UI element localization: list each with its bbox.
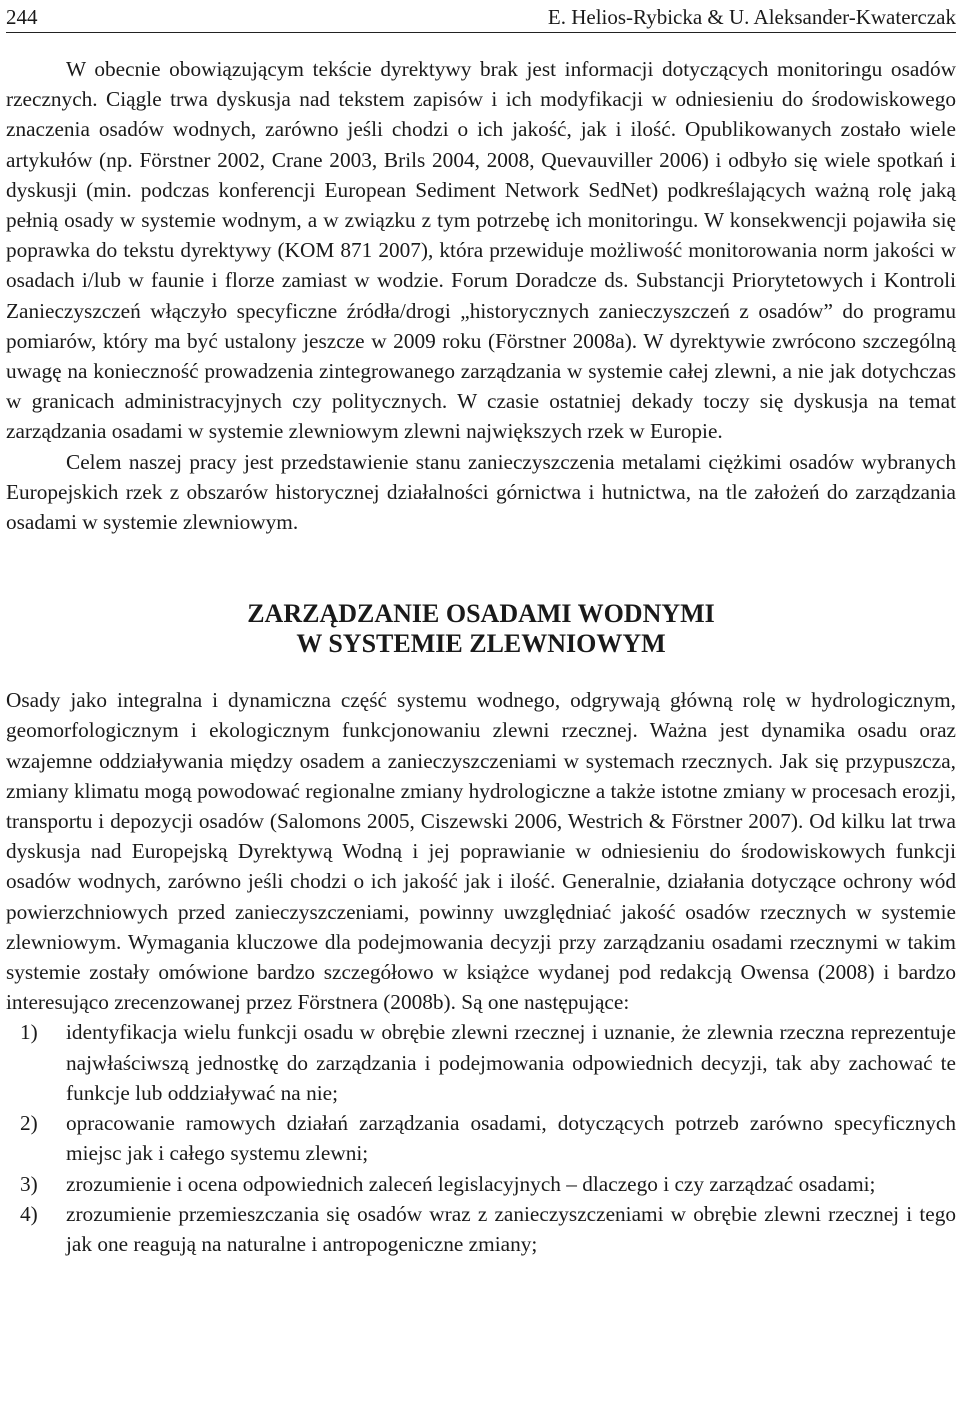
list-item-number: 2) xyxy=(20,1111,38,1136)
running-header xyxy=(6,4,956,33)
paragraph-sediment-management: Osady jako integralna i dynamiczna część systemu wodnego, odgrywają główną rolę w hydrologicznym, geomorfologicznym i ekologicznym funkcjonowaniu zlewni rzecznej. Ważna jest dynamika osadu oraz wzajemne oddziaływania między osadem a zanieczyszczeniami w systemach rzecznych. Jak się przypuszcza, zmiany klimatu mogą powodować regionalne zmiany hydrologiczne a także istotne zmiany w procesach erozji, transportu i depozycji osadów (Salomons 2005, Ciszewski 2006, Westrich & Förstner 2007). Od kilku lat trwa dyskusja nad Europejską Dyrektywą Wodną i jej poprawianie w odniesieniu do środowiskowych funkcji osadów wodnych, zarówno jeśli chodzi o ich jakość jak i ilość. Generalnie, działania dotyczące ochrony wód powierzchniowych przed zanieczyszczeniami, powinny uwzględniać jakość osadów rzecznych w systemie zlewniowym. Wymagania kluczowe dla podejmowania decyzji przy zarządzaniu osadami rzecznymi w takim systemie zostały omówione bardzo szczegółowo w książce wydanej pod redakcją Owensa (2008) i bardzo interesująco zrecenzowanej przez Förstnera (2008b). Są one następujące: xyxy=(6,688,956,1015)
list-item xyxy=(6,1199,956,1259)
list-item-text: opracowanie ramowych działań zarządzania osadami, dotyczących potrzeb zarówno specyficznych miejsc jak i całego systemu zlewni; xyxy=(66,1111,956,1166)
list-item xyxy=(6,1169,956,1199)
list-item-number: 1) xyxy=(20,1020,38,1045)
article-body xyxy=(6,54,956,1259)
list-item-text: zrozumienie przemieszczania się osadów wraz z zanieczyszczeniami w obrębie zlewni rzecznej i tego jak one reagują na naturalne i antropogeniczne zmiany; xyxy=(66,1201,956,1256)
section-heading-line-1: ZARZĄDZANIE OSADAMI WODNYMI xyxy=(247,599,715,629)
section-heading xyxy=(6,599,956,659)
list-item-text: zrozumienie i ocena odpowiednich zaleceń legislacyjnych – dlaczego i czy zarządzać osadami; xyxy=(66,1171,876,1196)
section-heading-line-2: W SYSTEMIE ZLEWNIOWYM xyxy=(296,629,666,659)
list-item-number: 3) xyxy=(20,1171,38,1196)
list-item-text: identyfikacja wielu funkcji osadu w obrębie zlewni rzecznej i uznanie, że zlewnia rzeczna reprezentuje najwłaściwszą jednostkę do zarządzania i podejmowania odpowiednich decyzji, tak aby zachować te funkcje lub oddziaływać na nie; xyxy=(66,1020,956,1105)
list-item-number: 4) xyxy=(20,1201,38,1226)
page-number: 244 xyxy=(6,5,38,29)
paragraph-aim: Celem naszej pracy jest przedstawienie stanu zanieczyszczenia metalami ciężkimi osadów wybranych Europejskich rzek z obszarów historycznej działalności górnictwa i hutnictwa, na tle założeń do zarządzania osadami w systemie zlewniowym. xyxy=(6,449,956,535)
list-item xyxy=(6,1108,956,1168)
paragraph-directive-monitoring: W obecnie obowiązującym tekście dyrektywy brak jest informacji dotyczących monitoringu osadów rzecznych. Ciągle trwa dyskusja nad tekstem zapisów i ich modyfikacji w odniesieniu do środowiskowego znaczenia osadów wodnych, zarówno jeśli chodzi o ich jakość, jak i ilość. Opublikowanych zostało wiele artykułów (np. Förstner 2002, Crane 2003, Brils 2004, 2008, Quevauviller 2006) i odbyło się wiele spotkań i dyskusji (min. podczas konferencji European Sediment Network SedNet) podkreślających ważną rolę jaką pełnią osady w systemie wodnym, a w związku z tym potrzebę ich monitoringu. W konsekwencji pojawiła się poprawka do tekstu dyrektywy (KOM 871 2007), która przewiduje możliwość monitorowania norm jakości w osadach i/lub w faunie i florze zamiast w wodzie. Forum Doradcze ds. Substancji Priorytetowych i Kontroli Zanieczyszczeń włączyło specyficzne źródła/drogi „historycznych zanieczyszczeń z osadów” do programu pomiarów, który ma być ustalony jeszcze w 2009 roku (Förstner 2008a). W dyrektywie zwrócono szczególną uwagę na konieczność prowadzenia zintegrowanego zarządzania w systemie całej zlewni, a nie jak dotychczas w granicach administracyjnych czy politycznych. W czasie ostatniej dekady toczy się dyskusja na temat zarządzania osadami w systemie zlewniowym zlewni największych rzek w Europie. xyxy=(6,57,956,444)
running-header-authors: E. Helios-Rybicka & U. Aleksander-Kwaterczak xyxy=(547,5,956,29)
requirements-list xyxy=(6,1017,956,1259)
list-item xyxy=(6,1017,956,1108)
